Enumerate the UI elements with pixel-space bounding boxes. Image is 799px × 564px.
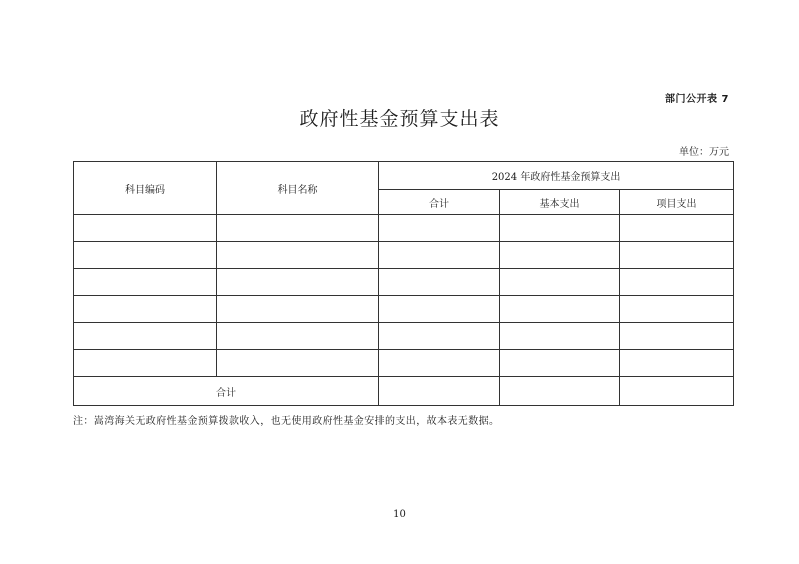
cell-code (74, 242, 217, 269)
cell-basic (500, 350, 620, 377)
cell-name (217, 350, 379, 377)
header-group: 2024 年政府性基金预算支出 (379, 162, 734, 190)
cell-basic (500, 242, 620, 269)
total-row (74, 377, 734, 406)
cell-name (217, 269, 379, 296)
header-project: 项目支出 (620, 190, 734, 215)
header-row (74, 162, 734, 190)
total-sum (379, 377, 500, 406)
total-label: 合计 (74, 377, 379, 406)
table-row (74, 215, 734, 242)
header-code: 科目编码 (74, 162, 217, 215)
table-row (74, 350, 734, 377)
cell-project (620, 242, 734, 269)
cell-total (379, 323, 500, 350)
table-row (74, 296, 734, 323)
cell-code (74, 296, 217, 323)
cell-name (217, 296, 379, 323)
form-tag: 部门公开表 7 (665, 94, 729, 105)
page-title: 政府性基金预算支出表 (299, 108, 500, 130)
table-row (74, 269, 734, 296)
cell-project (620, 269, 734, 296)
cell-basic (500, 323, 620, 350)
budget-table (73, 161, 734, 406)
cell-code (74, 269, 217, 296)
cell-total (379, 296, 500, 323)
cell-project (620, 323, 734, 350)
cell-name (217, 215, 379, 242)
cell-basic (500, 269, 620, 296)
cell-total (379, 215, 500, 242)
cell-project (620, 350, 734, 377)
header-total: 合计 (379, 190, 500, 215)
total-project (620, 377, 734, 406)
cell-project (620, 296, 734, 323)
cell-code (74, 350, 217, 377)
cell-name (217, 323, 379, 350)
cell-total (379, 242, 500, 269)
table-row (74, 323, 734, 350)
cell-code (74, 215, 217, 242)
table-row (74, 242, 734, 269)
cell-code (74, 323, 217, 350)
cell-total (379, 350, 500, 377)
total-basic (500, 377, 620, 406)
header-name: 科目名称 (217, 162, 379, 215)
header-basic: 基本支出 (500, 190, 620, 215)
page-number: 10 (393, 509, 406, 520)
cell-total (379, 269, 500, 296)
cell-basic (500, 215, 620, 242)
cell-name (217, 242, 379, 269)
cell-project (620, 215, 734, 242)
cell-basic (500, 296, 620, 323)
footnote: 注：嵩湾海关无政府性基金预算拨款收入，也无使用政府性基金安排的支出，故本表无数据。 (73, 416, 500, 427)
unit-label: 单位：万元 (679, 147, 729, 158)
